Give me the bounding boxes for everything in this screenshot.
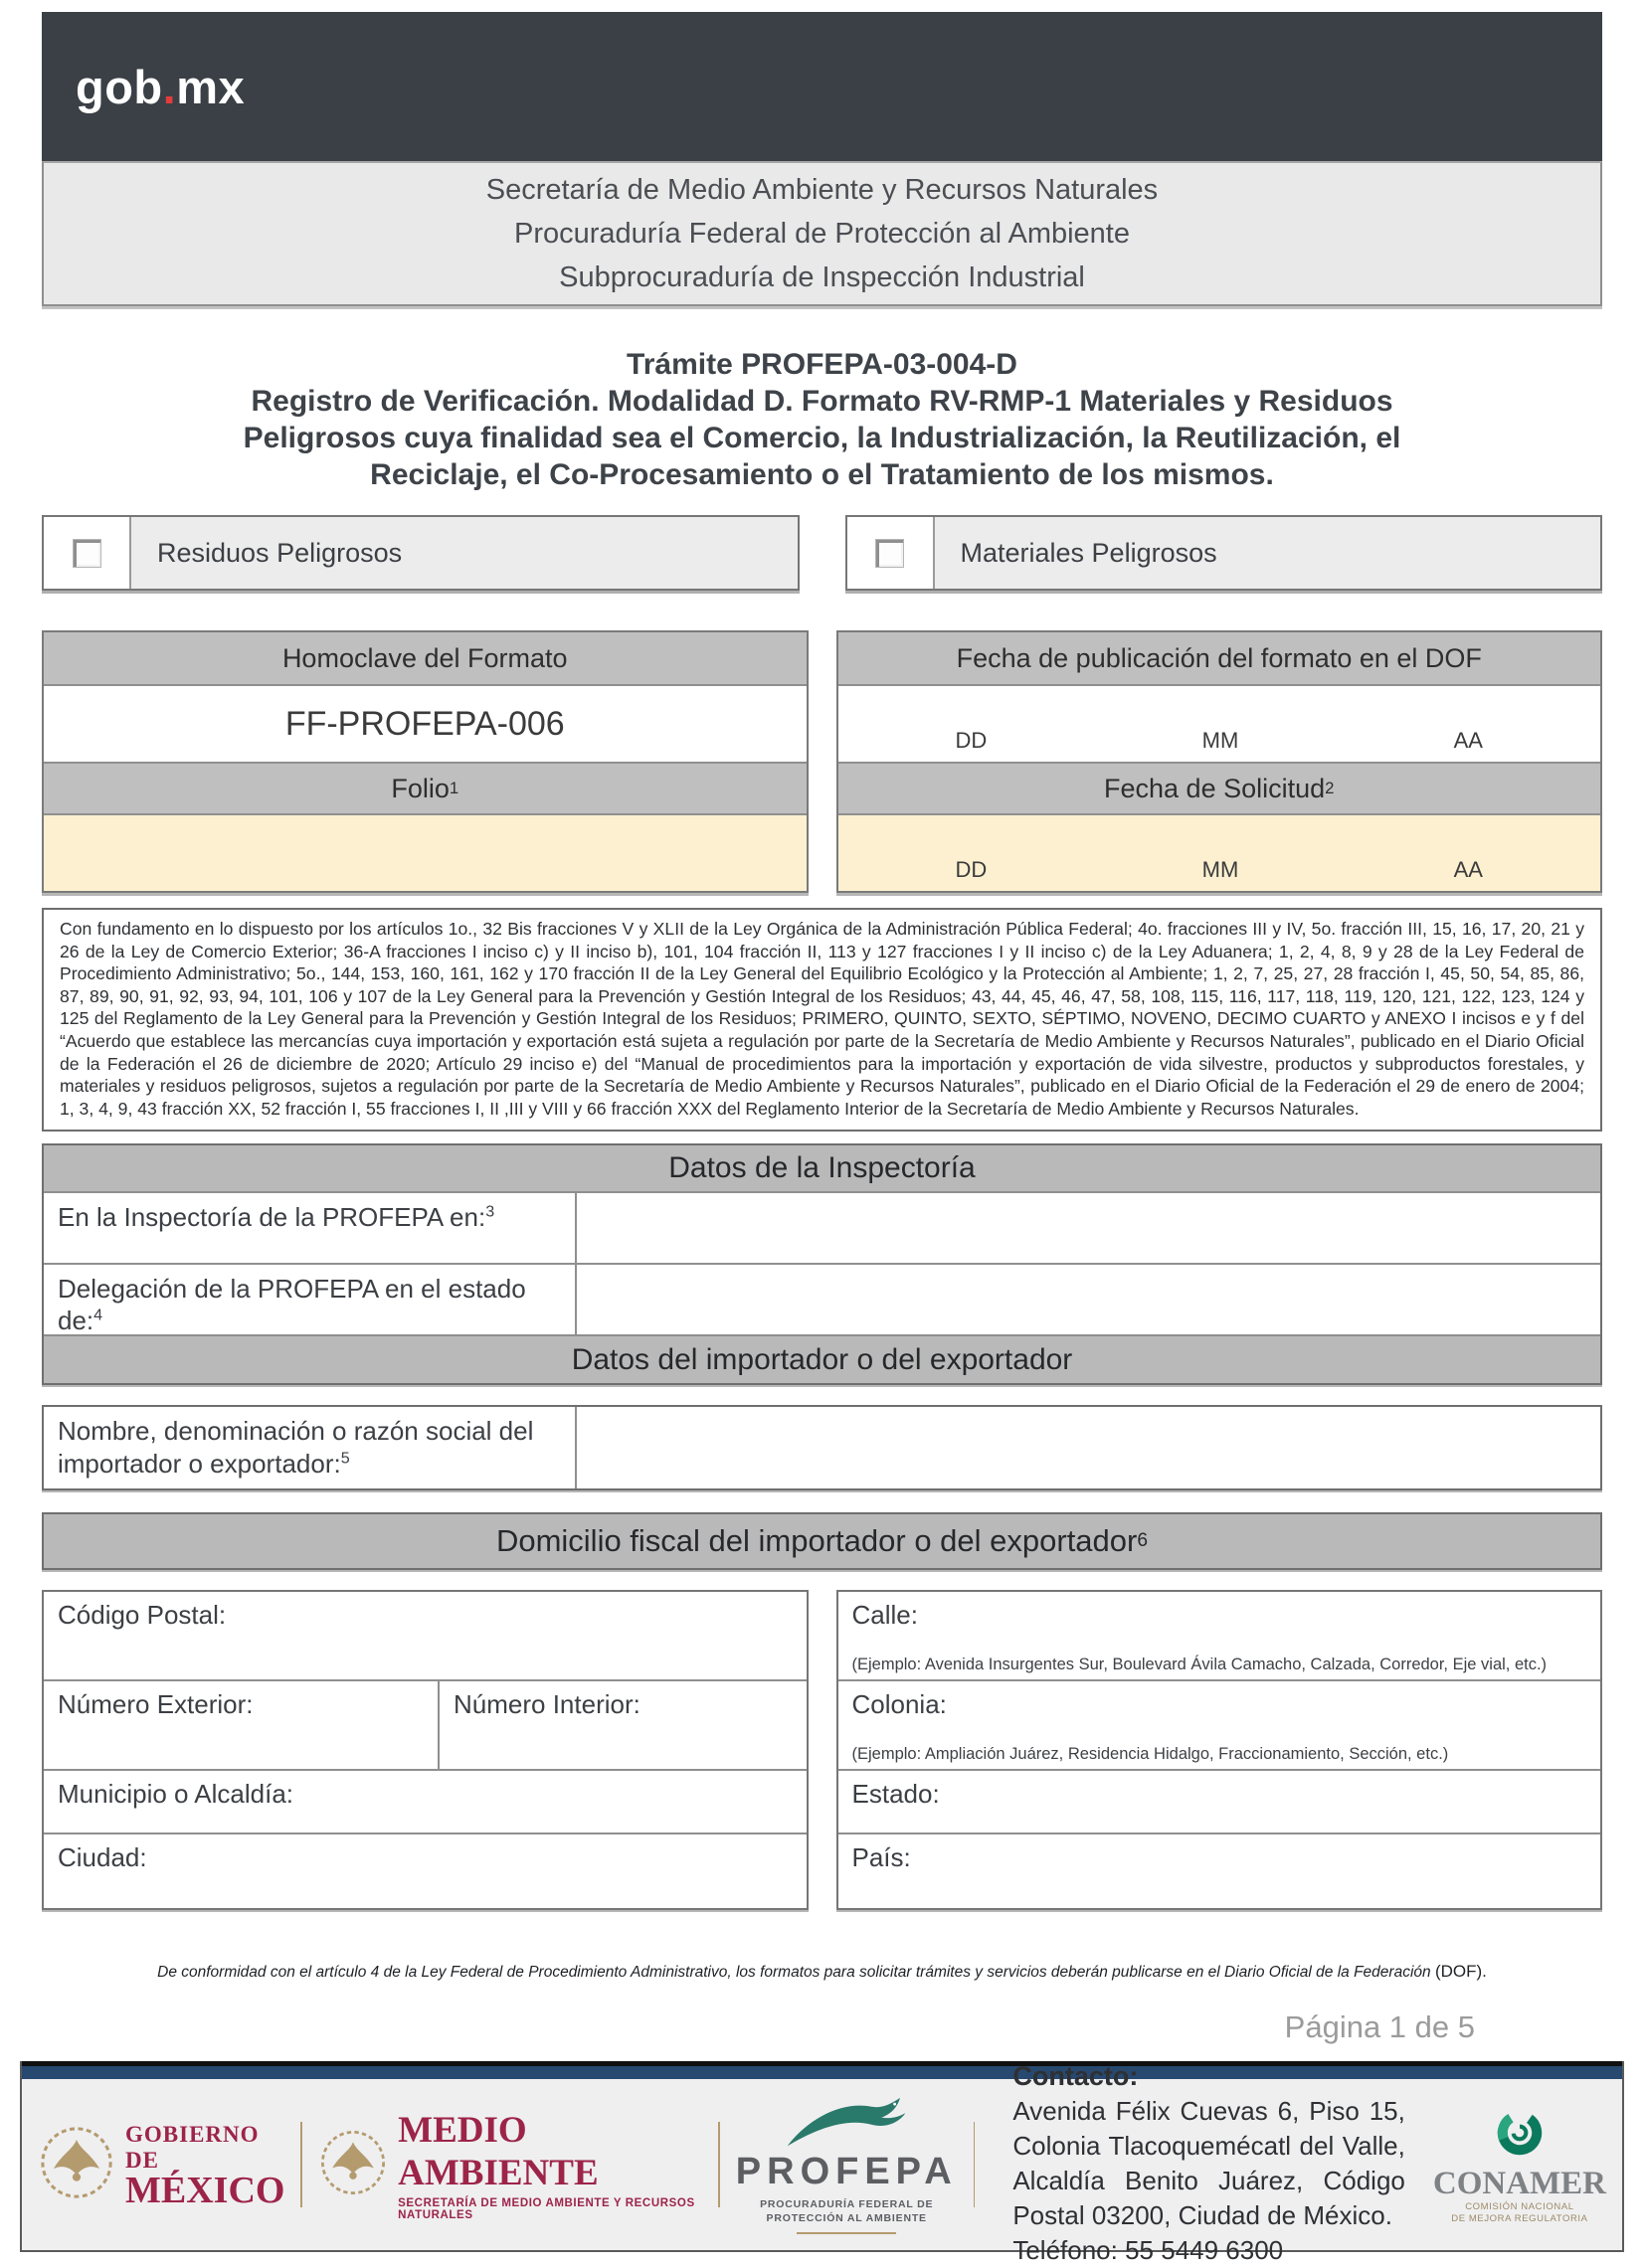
address-right-column	[836, 1590, 1603, 1910]
numero-interior-field[interactable]	[438, 1681, 807, 1769]
inspectoria-en-label	[44, 1193, 577, 1263]
contact-phone: Teléfono: 55 5449 6300	[1012, 2235, 1284, 2266]
solicitud-mm-label: MM	[1201, 857, 1239, 882]
dof-note-text: De conformidad con el artículo 4 de la Ley Federal de Procedimiento Administrativo, los formatos para solicitar trámites y servicios deberán publicarse en el Diario Oficial de la Federación	[157, 1964, 1435, 1982]
residuos-peligrosos-checkbox[interactable]	[73, 539, 101, 568]
ciudad-field[interactable]	[44, 1832, 807, 1908]
codigo-postal-field[interactable]	[44, 1592, 807, 1679]
residuos-peligrosos-label: Residuos Peligrosos	[131, 517, 798, 589]
materiales-peligrosos-label: Materiales Peligrosos	[935, 517, 1601, 589]
colonia-field[interactable]	[838, 1679, 1601, 1769]
gobierno-eagle-icon	[38, 2124, 115, 2206]
conamer-title: CONAMER	[1432, 2166, 1607, 2202]
solicitud-aa-label: AA	[1453, 857, 1483, 882]
contact-block	[1012, 2061, 1405, 2268]
contact-address: Avenida Félix Cuevas 6, Piso 15, Colonia Tlacoquemécatl del Valle, Alcaldía Benito Juárez, Código Postal 03200, Ciudad de México.	[1012, 2096, 1405, 2231]
profepa-title: PROFEPA	[735, 2150, 958, 2192]
conamer-caption-line2: DE MEJORA REGULATORIA	[1451, 2213, 1588, 2225]
contact-title: Contacto:	[1012, 2061, 1139, 2092]
folio-header: Folio 1	[44, 762, 807, 813]
dof-aa-label: AA	[1453, 728, 1483, 753]
inspectoria-row	[44, 1191, 1600, 1263]
delegacion-input[interactable]	[577, 1265, 1600, 1334]
domicilio-fiscal-header: Domicilio fiscal del importador o del exportador 6	[42, 1512, 1602, 1570]
dof-mm-label: MM	[1201, 728, 1239, 753]
materiales-peligrosos-option	[845, 515, 1603, 591]
org-line-procuraduria: Procuraduría Federal de Protección al Ambiente	[513, 218, 1130, 250]
conamer-logo	[1433, 2104, 1606, 2225]
municipio-label: Municipio o Alcaldía:	[58, 1779, 294, 1810]
estado-field[interactable]	[838, 1769, 1601, 1832]
delegacion-footnote: 4	[93, 1306, 103, 1324]
conamer-ring-icon	[1491, 2104, 1549, 2167]
gobierno-line2: MÉXICO	[125, 2170, 285, 2212]
medio-ambiente-eagle-icon	[318, 2128, 388, 2202]
inspectoria-section	[42, 1143, 1602, 1385]
gobierno-line1: GOBIERNO DE	[125, 2122, 260, 2174]
gobmx-header-bar	[42, 12, 1602, 161]
nombre-razon-social-row	[42, 1405, 1602, 1490]
municipio-field[interactable]	[44, 1769, 807, 1832]
gobmx-logo	[76, 60, 245, 114]
colonia-label: Colonia:	[851, 1689, 947, 1720]
inspectoria-en-input[interactable]	[577, 1193, 1600, 1263]
gobierno-de-mexico-logo	[38, 2122, 285, 2212]
footer-separator	[718, 2122, 720, 2207]
gobmx-logo-dot: .	[162, 60, 177, 113]
org-line-secretaria: Secretaría de Medio Ambiente y Recursos Naturales	[485, 174, 1159, 206]
residuos-peligrosos-option	[42, 515, 800, 591]
fecha-dof-input[interactable]	[838, 684, 1601, 762]
dof-dd-label: DD	[955, 728, 988, 753]
homoclave-and-dates	[42, 630, 1602, 893]
inspectoria-en-footnote: 3	[485, 1202, 495, 1221]
org-line-subprocuraduria: Subprocuraduría de Inspección Industrial	[559, 262, 1085, 293]
calle-example: (Ejemplo: Avenida Insurgentes Sur, Boulevard Ávila Camacho, Calzada, Corredor, Eje vial, etc.)	[851, 1656, 1548, 1674]
medio-ambiente-logo	[318, 2109, 702, 2221]
organization-box	[42, 161, 1602, 306]
footer-separator	[300, 2122, 302, 2207]
fecha-solicitud-header: Fecha de Solicitud 2	[838, 762, 1601, 813]
pais-field[interactable]	[838, 1832, 1601, 1908]
conamer-caption	[1451, 2201, 1587, 2225]
dof-note-suffix: (DOF).	[1434, 1962, 1487, 1982]
medio-ambiente-title: MEDIO AMBIENTE	[398, 2109, 599, 2193]
inspectoria-section-title: Datos de la Inspectoría	[44, 1145, 1600, 1191]
nombre-razon-social-input[interactable]	[577, 1407, 1600, 1488]
colonia-example: (Ejemplo: Ampliación Juárez, Residencia Hidalgo, Fraccionamiento, Sección, etc.)	[851, 1745, 1449, 1764]
institutional-footer	[20, 2061, 1624, 2266]
materiales-peligrosos-checkbox[interactable]	[875, 539, 904, 568]
folio-input[interactable]	[44, 813, 807, 891]
delegacion-row	[44, 1263, 1600, 1334]
gobmx-logo-gob: gob	[76, 60, 163, 113]
dates-table	[836, 630, 1603, 893]
profepa-gold-rule	[797, 2232, 896, 2234]
title-tramite: Trámite PROFEPA-03-004-D	[627, 348, 1017, 381]
folio-label: Folio	[391, 773, 450, 803]
domicilio-fiscal-header-text: Domicilio fiscal del importador o del exportador	[495, 1523, 1138, 1559]
title-registro: Registro de Verificación. Modalidad D. Formato RV-RMP-1 Materiales y Residuos Peligrosos cuya finalidad sea el Comercio, la Industrialización, la Reutilización, el Reciclaje, el Co-Procesamiento o el Tratamiento de los mismos.	[243, 385, 1401, 491]
delegacion-label	[44, 1265, 577, 1334]
medio-ambiente-caption: SECRETARÍA DE MEDIO AMBIENTE Y RECURSOS NATURALES	[398, 2196, 695, 2221]
numero-interior-label: Número Interior:	[454, 1689, 640, 1720]
profepa-caption	[760, 2197, 933, 2225]
gobmx-logo-mx: mx	[176, 60, 246, 113]
material-type-choices	[42, 515, 1602, 591]
document-title	[201, 346, 1444, 493]
delegacion-label-text: Delegación de la PROFEPA en el estado de:	[58, 1274, 526, 1336]
address-left-column	[42, 1590, 809, 1910]
estado-label: Estado:	[851, 1779, 940, 1810]
numero-row	[44, 1679, 807, 1769]
homoclave-value: FF-PROFEPA-006	[44, 684, 807, 762]
profepa-bird-icon	[783, 2096, 910, 2155]
dof-compliance-note	[42, 1962, 1602, 1982]
calle-field[interactable]	[838, 1592, 1601, 1679]
profepa-logo	[736, 2096, 958, 2234]
homoclave-table	[42, 630, 809, 893]
importador-section-title: Datos del importador o del exportador	[44, 1334, 1600, 1383]
footer-content	[22, 2061, 1622, 2266]
fecha-dof-header: Fecha de publicación del formato en el DOF	[838, 632, 1601, 684]
numero-exterior-field[interactable]	[44, 1681, 438, 1769]
profepa-caption-line2: PROTECCIÓN AL AMBIENTE	[766, 2211, 927, 2224]
homoclave-header: Homoclave del Formato	[44, 632, 807, 684]
ciudad-label: Ciudad:	[58, 1842, 147, 1873]
profepa-caption-line1: PROCURADURÍA FEDERAL DE	[760, 2197, 934, 2210]
legal-foundation-text: Con fundamento en lo dispuesto por los artículos 1o., 32 Bis fracciones V y XLII de la Ley Orgánica de la Administración Pública Federal; 4o. fracciones III y IV, 5o. fracción III, 15, 16, 17, 20, 21 y 26 de la Ley de Comercio Exterior; 36-A fracciones I inciso c) y II inciso b), 101, 104 fracción II, 113 y 127 fracciones I y II inciso c) de la Ley Aduanera; 1, 2, 4, 8, 9 y 28 de la Ley Federal de Procedimiento Administrativo; 5o., 144, 153, 160, 161, 162 y 170 fracción II de la Ley General del Equilibrio Ecológico y la Protección al Ambiente; 1, 2, 7, 25, 27, 28 fracción I, 45, 50, 54, 85, 86, 87, 89, 90, 91, 92, 93, 94, 101, 106 y 107 de la Ley General para la Prevención y Gestión Integral de los Residuos; 43, 44, 45, 46, 47, 58, 108, 115, 116, 117, 118, 119, 120, 121, 122, 123, 124 y 125 del Reglamento de la Ley General para la Prevención y Gestión Integral de los Residuos; PRIMERO, QUINTO, SEXTO, SÉPTIMO, NOVENO, DECIMO CUARTO y ANEXO I incisos e y f del “Acuerdo que establece las mercancías cuya importación y exportación está sujeta a regulación por parte de la Secretaría de Medio Ambiente y Recursos Naturales”, publicado en el Diario Oficial de la Federación el 26 de diciembre de 2020; Artículo 29 inciso e) del “Manual de procedimientos para la importación y exportación de vida silvestre, productos y subproductos forestales, y materiales y residuos peligrosos, sujetos a regulación por parte de la Secretaría de Medio Ambiente y Recursos Naturales”, publicado en el Diario Oficial de la Federación el 29 de enero de 2004; 1, 3, 4, 9, 43 fracción XX, 52 fracción I, 55 fracciones I, II ,III y VIII y 66 fracción XXX del Reglamento Interior de la Secretaría de Medio Ambiente y Recursos Naturales.	[42, 908, 1602, 1132]
footer-separator	[974, 2122, 976, 2207]
fecha-solicitud-label: Fecha de Solicitud	[1104, 773, 1326, 803]
conamer-caption-line1: COMISIÓN NACIONAL	[1465, 2201, 1574, 2213]
materiales-checkbox-cell	[847, 517, 935, 589]
address-grid	[42, 1590, 1602, 1910]
nombre-razon-social-label-text: Nombre, denominación o razón social del importador o exportador:	[58, 1416, 534, 1480]
calle-label: Calle:	[851, 1600, 918, 1631]
inspectoria-en-label-text: En la Inspectoría de la PROFEPA en:	[58, 1202, 486, 1233]
residuos-checkbox-cell	[44, 517, 131, 589]
pais-label: País:	[851, 1842, 911, 1873]
fecha-solicitud-input[interactable]	[838, 813, 1601, 891]
nombre-razon-social-label	[44, 1407, 577, 1488]
nombre-razon-social-footnote: 5	[340, 1449, 350, 1468]
page-number: Página 1 de 5	[1284, 2009, 1475, 2045]
codigo-postal-label: Código Postal:	[58, 1600, 227, 1631]
numero-exterior-label: Número Exterior:	[58, 1689, 254, 1720]
solicitud-dd-label: DD	[955, 857, 988, 882]
